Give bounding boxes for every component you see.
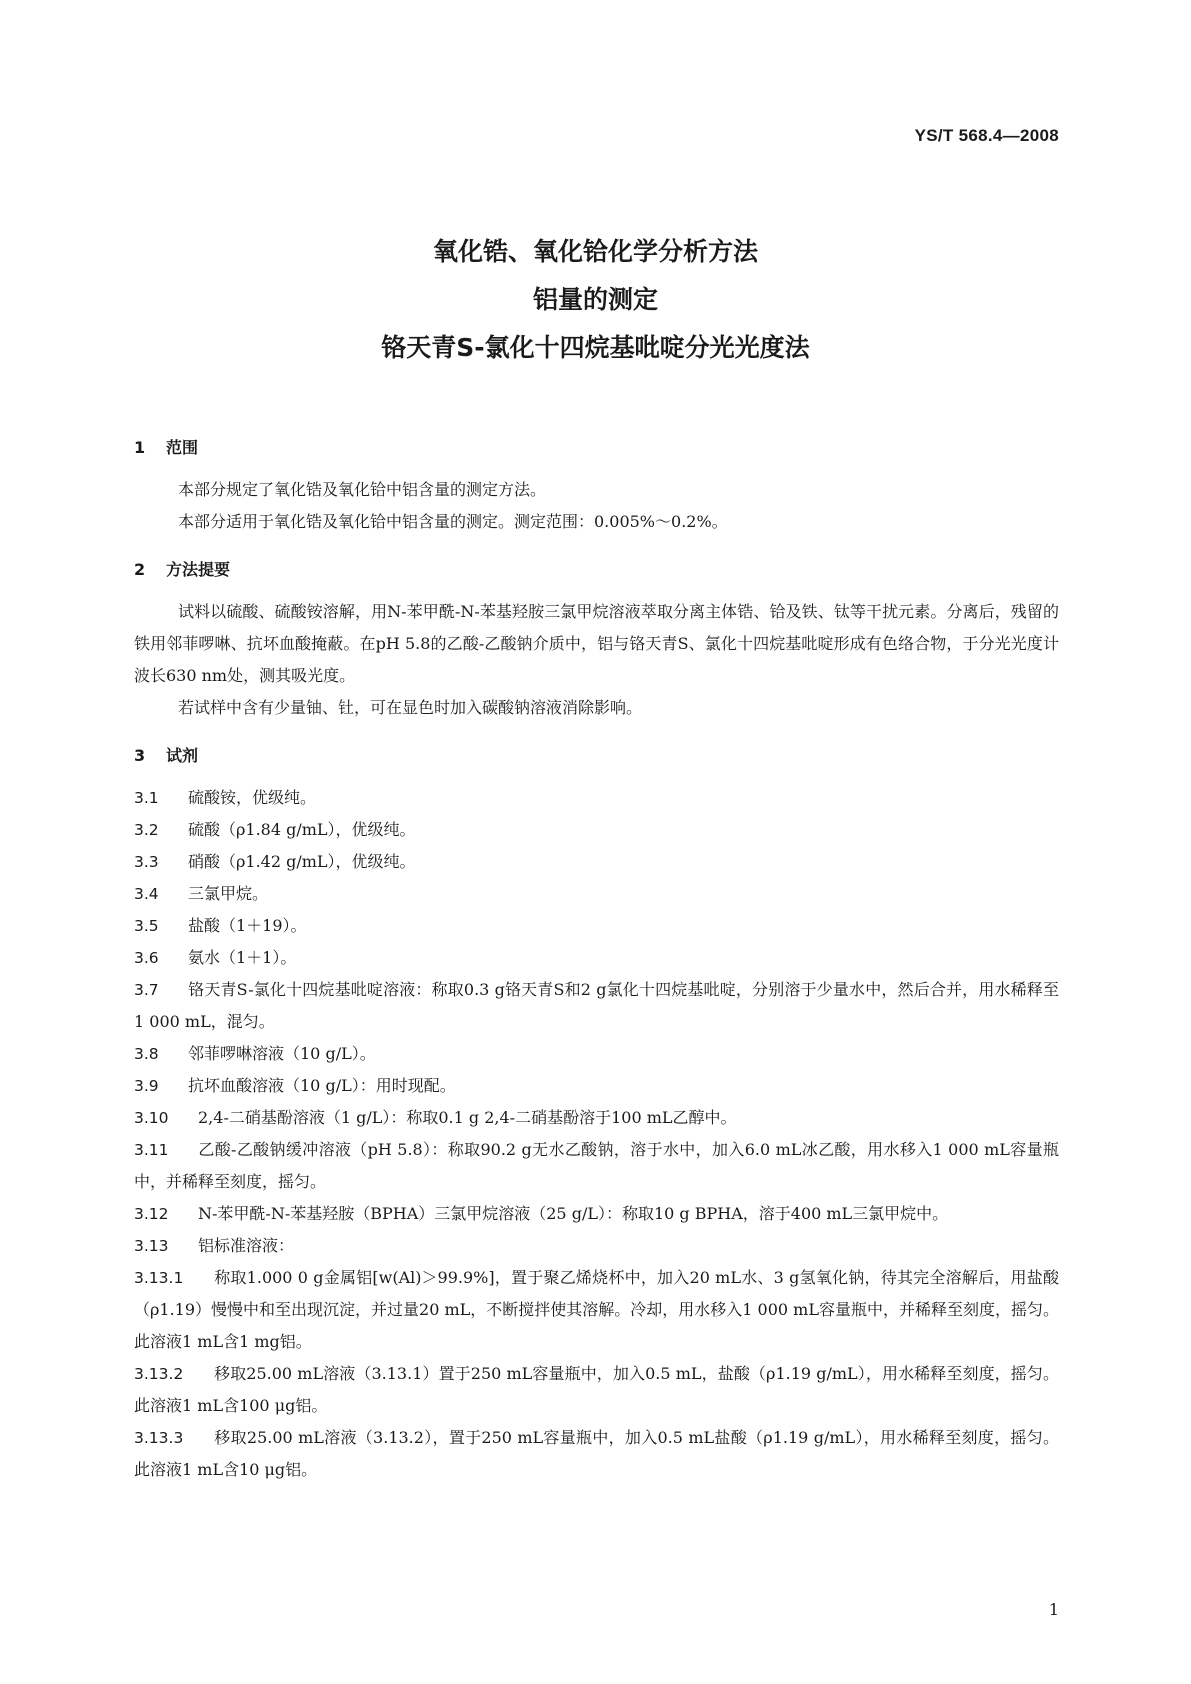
item-text: N-苯甲酰-N-苯基羟胺（BPHA）三氯甲烷溶液（25 g/L）：称取10 g BPHA，溶于400 mL三氯甲烷中。 — [198, 1204, 949, 1223]
item-number: 3.4 — [134, 885, 159, 903]
item-text: 硫酸铵，优级纯。 — [188, 788, 317, 807]
item-text: 氨水（1＋1）。 — [188, 948, 297, 967]
item-text: 邻菲啰啉溶液（10 g/L）。 — [188, 1044, 376, 1063]
reagent-item — [134, 1198, 1059, 1230]
reagent-item — [134, 878, 1059, 910]
section-number: 2 — [134, 560, 146, 579]
section-2-heading — [134, 554, 1059, 586]
reagent-item — [134, 974, 1059, 1038]
item-text: 硝酸（ρ1.42 g/mL），优级纯。 — [188, 852, 416, 871]
reagent-item — [134, 782, 1059, 814]
item-text: 乙酸-乙酸钠缓冲溶液（pH 5.8）：称取90.2 g无水乙酸钠，溶于水中，加入6.0 mL冰乙酸，用水移入1 000 mL容量瓶中，并稀释至刻度，摇匀。 — [134, 1140, 1059, 1191]
item-text: 三氯甲烷。 — [188, 884, 269, 903]
item-number: 3.2 — [134, 821, 159, 839]
item-text: 铝标准溶液： — [198, 1236, 295, 1255]
section-title: 范围 — [166, 438, 199, 457]
item-number: 3.6 — [134, 949, 159, 967]
item-number: 3.8 — [134, 1045, 159, 1063]
item-number: 3.11 — [134, 1141, 169, 1159]
item-number: 3.13.3 — [134, 1429, 184, 1447]
reagent-item — [134, 1422, 1059, 1486]
item-number: 3.13.2 — [134, 1365, 184, 1383]
document-body — [134, 432, 1059, 1486]
section-1-paragraph-1: 本部分规定了氧化锆及氧化铪中铝含量的测定方法。 — [178, 480, 547, 499]
item-text: 盐酸（1＋19）。 — [188, 916, 307, 935]
section-2-paragraph-2: 若试样中含有少量铀、钍，可在显色时加入碳酸钠溶液消除影响。 — [178, 698, 643, 717]
reagent-item — [134, 846, 1059, 878]
item-number: 3.1 — [134, 789, 159, 807]
section-title: 方法提要 — [166, 560, 231, 579]
section-1-paragraph-2: 本部分适用于氧化锆及氧化铪中铝含量的测定。测定范围：0.005%～0.2%。 — [178, 512, 728, 531]
page-number: 1 — [1048, 1600, 1059, 1619]
item-number: 3.10 — [134, 1109, 169, 1127]
reagent-item — [134, 1070, 1059, 1102]
section-3-heading — [134, 740, 1059, 772]
reagent-item — [134, 1358, 1059, 1422]
item-number: 3.13 — [134, 1237, 169, 1255]
item-text: 铬天青S-氯化十四烷基吡啶溶液：称取0.3 g铬天青S和2 g氯化十四烷基吡啶，分别溶于少量水中，然后合并，用水稀释至1 000 mL，混匀。 — [134, 980, 1059, 1031]
standard-code: YS/T 568.4—2008 — [914, 126, 1059, 145]
title-line-3: 铬天青S-氯化十四烷基吡啶分光光度法 — [381, 333, 810, 362]
section-1-heading — [134, 432, 1059, 464]
item-text: 移取25.00 mL溶液（3.13.1）置于250 mL容量瓶中，加入0.5 mL，盐酸（ρ1.19 g/mL），用水稀释至刻度，摇匀。此溶液1 mL含100 μg铝。 — [134, 1364, 1059, 1415]
item-number: 3.5 — [134, 917, 159, 935]
item-number: 3.3 — [134, 853, 159, 871]
item-text: 移取25.00 mL溶液（3.13.2），置于250 mL容量瓶中，加入0.5 mL盐酸（ρ1.19 g/mL），用水稀释至刻度，摇匀。此溶液1 mL含10 μg铝。 — [134, 1428, 1059, 1479]
section-number: 3 — [134, 746, 146, 765]
item-text: 2,4-二硝基酚溶液（1 g/L）：称取0.1 g 2,4-二硝基酚溶于100 mL乙醇中。 — [198, 1108, 737, 1127]
reagent-item — [134, 1038, 1059, 1070]
reagent-item — [134, 1262, 1059, 1358]
reagent-item — [134, 910, 1059, 942]
item-number: 3.9 — [134, 1077, 159, 1095]
item-number: 3.12 — [134, 1205, 169, 1223]
reagent-item — [134, 1134, 1059, 1198]
reagent-item — [134, 1230, 1059, 1262]
section-title: 试剂 — [166, 746, 199, 765]
document-title — [0, 228, 1191, 372]
item-number: 3.7 — [134, 981, 159, 999]
reagent-item — [134, 1102, 1059, 1134]
title-line-1: 氧化锆、氧化铪化学分析方法 — [432, 237, 758, 266]
item-text: 硫酸（ρ1.84 g/mL），优级纯。 — [188, 820, 416, 839]
item-text: 称取1.000 0 g金属铝[w(Al)＞99.9%]，置于聚乙烯烧杯中，加入20 mL水、3 g氢氧化钠，待其完全溶解后，用盐酸（ρ1.19）慢慢中和至出现沉淀，并过量20 mL，不断搅拌使其溶解。冷却，用水移入1 000 mL容量瓶中，并稀释至刻度，摇匀。此溶液1 mL含1 mg铝。 — [134, 1268, 1059, 1351]
title-line-2: 铝量的测定 — [532, 285, 658, 314]
item-number: 3.13.1 — [134, 1269, 184, 1287]
section-2-paragraph-1: 试料以硫酸、硫酸铵溶解，用N-苯甲酰-N-苯基羟胺三氯甲烷溶液萃取分离主体锆、铪及铁、钛等干扰元素。分离后，残留的铁用邻菲啰啉、抗坏血酸掩蔽。在pH 5.8的乙酸-乙酸钠介质中，铝与铬天青S、氯化十四烷基吡啶形成有色络合物，于分光光度计波长630 nm处，测其吸光度。 — [134, 602, 1059, 685]
item-text: 抗坏血酸溶液（10 g/L）：用时现配。 — [188, 1076, 456, 1095]
section-number: 1 — [134, 438, 146, 457]
reagent-item — [134, 814, 1059, 846]
reagent-item — [134, 942, 1059, 974]
